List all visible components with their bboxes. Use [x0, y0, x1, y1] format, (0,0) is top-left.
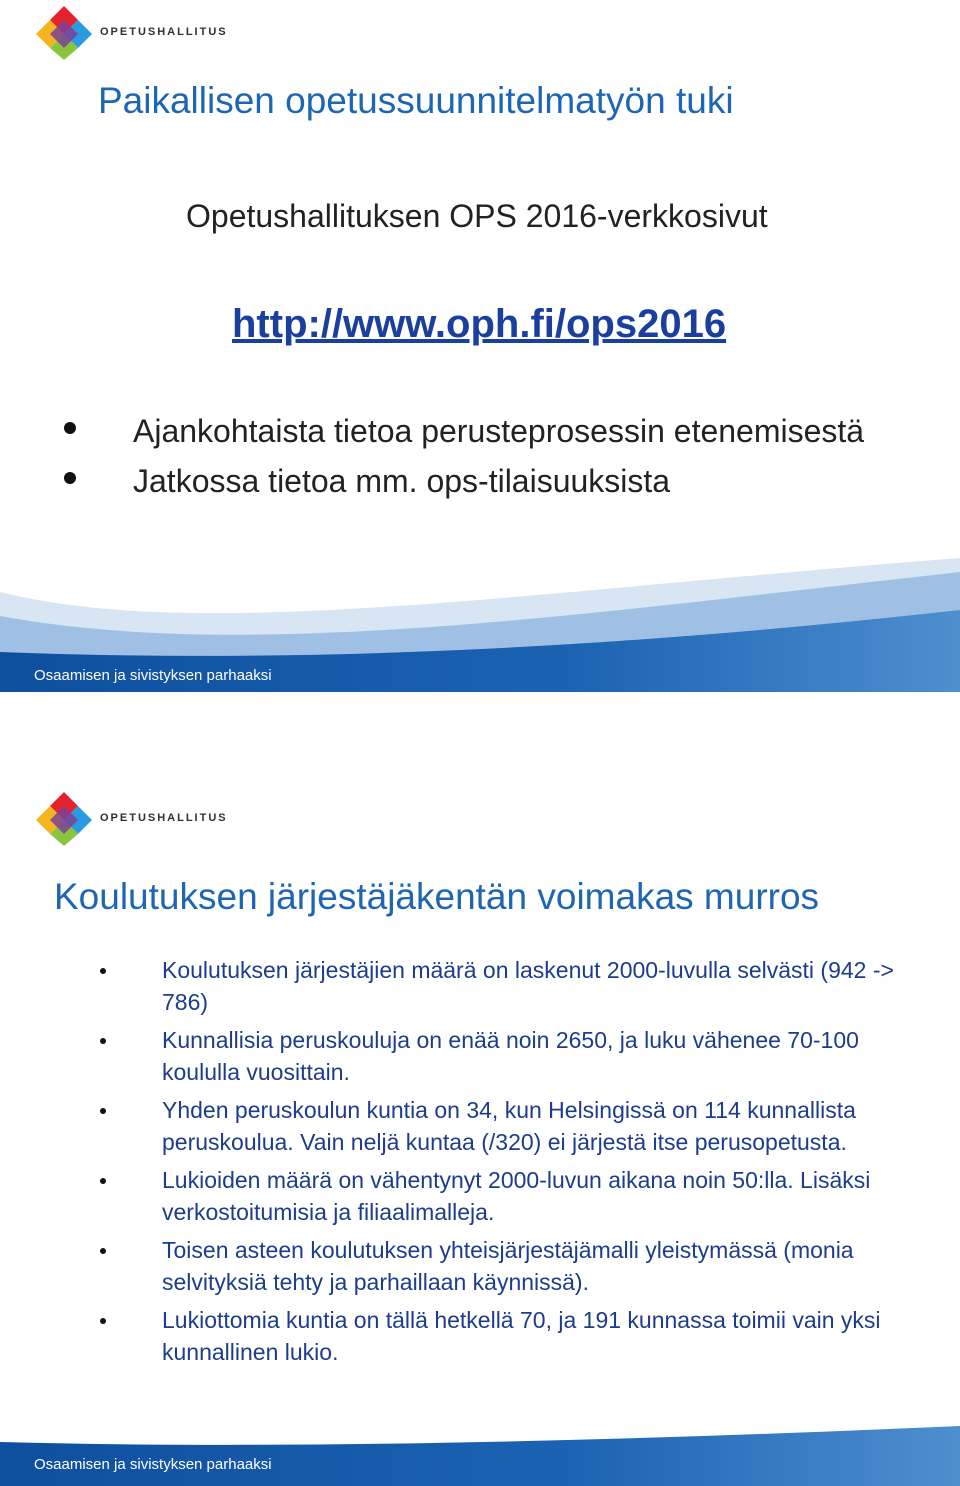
bullet-icon — [64, 472, 76, 484]
bullet-icon — [100, 968, 106, 974]
list-item: Lukiottomia kuntia on tällä hetkellä 70, ja 191 kunnassa toimii vain yksi kunnallinen lukio. — [0, 1304, 960, 1368]
subtitle: Opetushallituksen OPS 2016-verkkosivut — [186, 198, 768, 234]
footer-tagline: Osaamisen ja sivistyksen parhaaksi — [34, 667, 272, 684]
bullet-icon — [100, 1108, 106, 1114]
diamond-logo-icon — [34, 790, 94, 846]
logo-wordmark: OPETUSHALLITUS — [100, 26, 228, 38]
slide-1 — [0, 0, 960, 692]
opetushallitus-logo — [34, 4, 228, 60]
ops2016-link[interactable]: http://www.oph.fi/ops2016 — [232, 302, 727, 346]
bullet-icon — [100, 1248, 106, 1254]
page-title: Koulutuksen järjestäjäkentän voimakas murros — [54, 876, 820, 917]
list-item: Toisen asteen koulutuksen yhteisjärjestäjämalli yleistymässä (monia selvityksiä tehty ja parhaillaan käynnissä). — [0, 1234, 960, 1298]
bullet-icon — [100, 1318, 106, 1324]
bullet-list — [0, 406, 864, 506]
logo-wordmark: OPETUSHALLITUS — [100, 812, 228, 824]
list-item: Kunnallisia peruskouluja on enää noin 2650, ja luku vähenee 70-100 koululla vuosittain. — [0, 1024, 960, 1088]
list-item: Jatkossa tietoa mm. ops-tilaisuuksista — [0, 456, 864, 506]
list-item: Yhden peruskoulun kuntia on 34, kun Helsingissä on 114 kunnallista peruskoulua. Vain neljä kuntaa (/320) ei järjestä itse perusopetusta. — [0, 1094, 960, 1158]
slide-2 — [0, 782, 960, 1486]
bullet-icon — [100, 1038, 106, 1044]
list-item: Koulutuksen järjestäjien määrä on laskenut 2000-luvulla selvästi (942 -> 786) — [0, 954, 960, 1018]
footer-tagline: Osaamisen ja sivistyksen parhaaksi — [34, 1456, 272, 1473]
bullet-icon — [64, 422, 76, 434]
list-item: Ajankohtaista tietoa perusteprosessin etenemisestä — [0, 406, 864, 456]
page-title: Paikallisen opetussuunnitelmatyön tuki — [98, 80, 734, 121]
opetushallitus-logo — [34, 790, 228, 846]
bullet-icon — [100, 1178, 106, 1184]
list-item: Lukioiden määrä on vähentynyt 2000-luvun aikana noin 50:lla. Lisäksi verkostoitumisia ja filiaalimalleja. — [0, 1164, 960, 1228]
diamond-logo-icon — [34, 4, 94, 60]
bullet-list — [0, 954, 960, 1374]
